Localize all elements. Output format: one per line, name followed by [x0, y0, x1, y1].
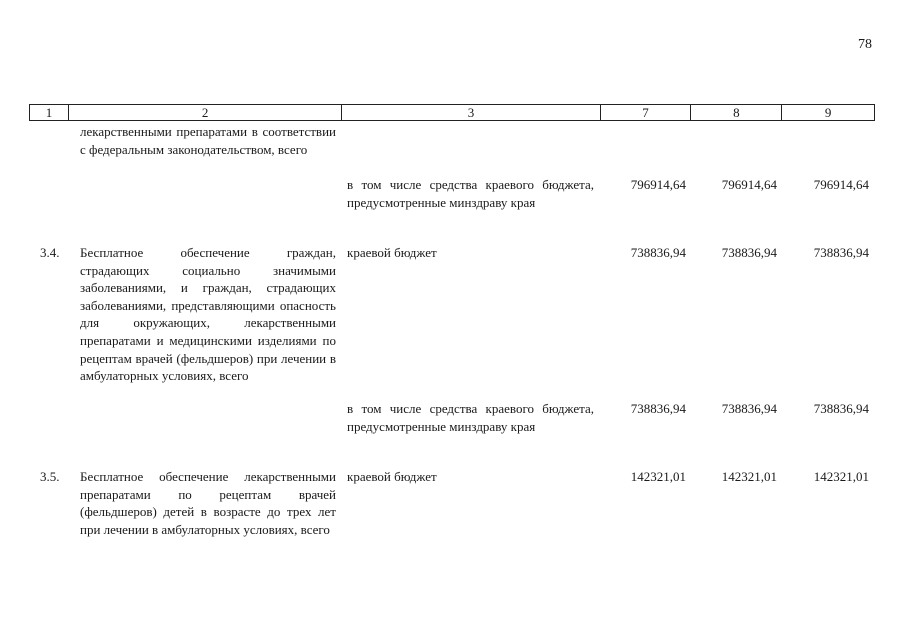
- value-col-9: 738836,94: [813, 245, 869, 260]
- header-col-1: 1: [30, 105, 69, 120]
- value-col-7: 796914,64: [630, 177, 686, 192]
- header-col-3: 3: [342, 105, 600, 120]
- header-col-7: 7: [601, 105, 692, 120]
- row-description: Бесплатное обеспечение лекарственными препаратами по рецептам врачей (фельдшеров) детей в возрасте до трех лет при лечении в амбулаторных условиях, всего: [80, 469, 336, 537]
- value-col-8: 142321,01: [721, 469, 777, 484]
- value-col-7: 738836,94: [630, 401, 686, 416]
- header-col-2: 2: [69, 105, 342, 120]
- row-description: Бесплатное обеспечение граждан, страдающих социально значимыми заболеваниями, и граждан, страдающих заболеваниями, представляющими опасность для окружающих, лекарственными препаратами и медицинскими изделиями по рецептам врачей (фельдшеров) при лечении в амбулаторных условиях, всего: [80, 245, 336, 384]
- value-col-9: 738836,94: [813, 401, 869, 416]
- value-col-8: 738836,94: [721, 245, 777, 260]
- header-col-8: 8: [691, 105, 782, 120]
- value-col-9: 796914,64: [813, 177, 869, 192]
- value-col-7: 142321,01: [630, 469, 686, 484]
- row-description: лекарственными препаратами в соответствии с федеральным законодательством, всего: [80, 124, 336, 157]
- page-number: 78: [858, 37, 872, 52]
- row-number: 3.4.: [40, 245, 60, 260]
- row-source: краевой бюджет: [347, 245, 437, 260]
- value-col-9: 142321,01: [813, 469, 869, 484]
- value-col-7: 738836,94: [630, 245, 686, 260]
- row-source: краевой бюджет: [347, 469, 437, 484]
- row-source: в том числе средства краевого бюджета, предусмотренные минздраву края: [347, 401, 594, 434]
- value-col-8: 738836,94: [721, 401, 777, 416]
- value-col-8: 796914,64: [721, 177, 777, 192]
- header-col-9: 9: [824, 105, 832, 120]
- table-header-row: [29, 104, 875, 121]
- row-source: в том числе средства краевого бюджета, предусмотренные минздраву края: [347, 177, 594, 210]
- row-number: 3.5.: [40, 469, 60, 484]
